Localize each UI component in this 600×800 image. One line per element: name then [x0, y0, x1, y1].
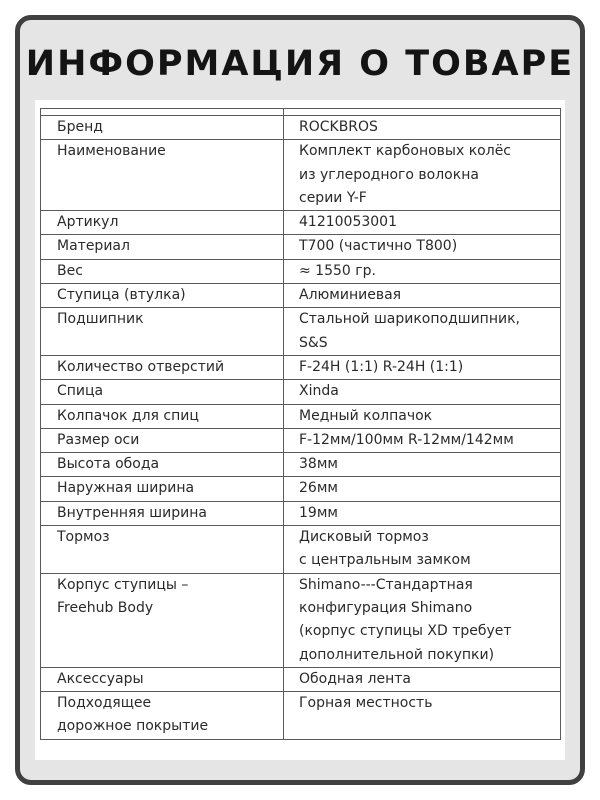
spec-label: Спица — [41, 380, 284, 404]
table-row — [41, 259, 561, 283]
table-row — [41, 573, 561, 667]
product-spec-table — [40, 108, 561, 740]
table-row — [41, 453, 561, 477]
spec-label: Артикул — [41, 211, 284, 235]
page-title: ИНФОРМАЦИЯ О ТОВАРЕ — [25, 44, 575, 84]
table-row — [41, 140, 561, 211]
spec-label: Тормоз — [41, 526, 284, 574]
spec-label: Вес — [41, 259, 284, 283]
table-row — [41, 380, 561, 404]
spec-value: T700 (частично T800) — [284, 235, 561, 259]
spec-value: ≈ 1550 гр. — [284, 259, 561, 283]
table-row — [41, 404, 561, 428]
spec-label: Наименование — [41, 140, 284, 211]
spec-value: Xinda — [284, 380, 561, 404]
spec-value: Дисковый тормоз с центральным замком — [284, 526, 561, 574]
table-row — [41, 116, 561, 140]
spec-value: Алюминиевая — [284, 284, 561, 308]
spec-value: Ободная лента — [284, 667, 561, 691]
spec-value: Медный колпачок — [284, 404, 561, 428]
spec-label: Бренд — [41, 116, 284, 140]
spec-label: Количество отверстий — [41, 355, 284, 379]
spec-value: 26мм — [284, 477, 561, 501]
table-top-row — [41, 109, 561, 116]
spec-label: Корпус ступицы – Freehub Body — [41, 573, 284, 667]
table-row — [41, 235, 561, 259]
spec-label: Наружная ширина — [41, 477, 284, 501]
spec-label: Ступица (втулка) — [41, 284, 284, 308]
spec-value: Стальной шарикоподшипник, S&S — [284, 308, 561, 356]
table-row — [41, 477, 561, 501]
spec-label: Материал — [41, 235, 284, 259]
spec-label: Колпачок для спиц — [41, 404, 284, 428]
table-row — [41, 211, 561, 235]
spec-value: 19мм — [284, 501, 561, 525]
spec-value: ROCKBROS — [284, 116, 561, 140]
table-row — [41, 501, 561, 525]
table-row — [41, 667, 561, 691]
table-row — [41, 526, 561, 574]
spec-value: Комплект карбоновых колёс из углеродного волокна серии Y-F — [284, 140, 561, 211]
spec-value: Shimano---Стандартная конфигурация Shimano (корпус ступицы XD требует дополнительной покупки) — [284, 573, 561, 667]
spec-label: Подходящее дорожное покрытие — [41, 692, 284, 740]
table-row — [41, 692, 561, 740]
spec-label: Высота обода — [41, 453, 284, 477]
table-row — [41, 428, 561, 452]
spec-value: 41210053001 — [284, 211, 561, 235]
spec-label: Размер оси — [41, 428, 284, 452]
spec-label: Подшипник — [41, 308, 284, 356]
spec-value: 38мм — [284, 453, 561, 477]
table-row — [41, 355, 561, 379]
table-row — [41, 308, 561, 356]
spec-value: F-24H (1:1) R-24H (1:1) — [284, 355, 561, 379]
spec-value: F-12мм/100мм R-12мм/142мм — [284, 428, 561, 452]
table-row — [41, 284, 561, 308]
spec-label: Внутренняя ширина — [41, 501, 284, 525]
spec-value: Горная местность — [284, 692, 561, 740]
spec-label: Аксессуары — [41, 667, 284, 691]
